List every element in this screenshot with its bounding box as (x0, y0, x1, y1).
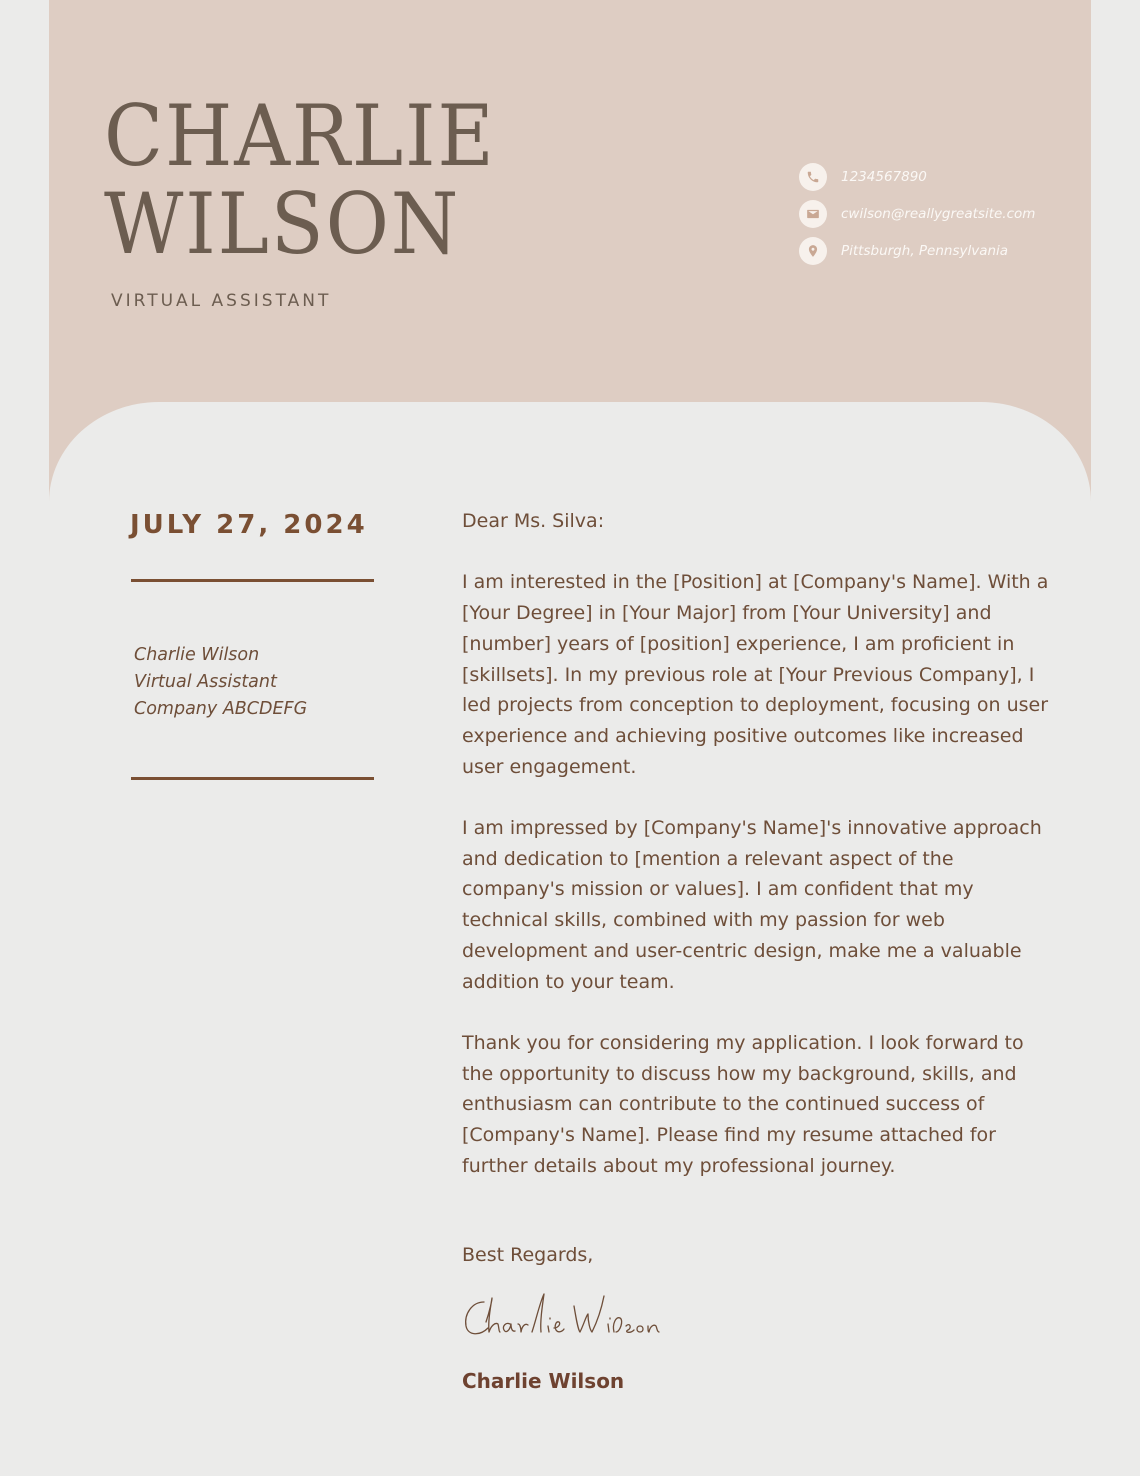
contact-phone (799, 162, 1035, 192)
paragraph-1: I am interested in the [Position] at [Company's Name]. With a [Your Degree] in [Your Major] from [Your University] and [number] years of [position] experience, I am proficient in [skillsets]. In my previous role at [Your Previous Company], I led projects from conception to deployment, focusing on user experience and achieving positive outcomes like increased user engagement. (462, 571, 1049, 778)
contact-email (799, 199, 1035, 229)
contact-location-text: Pittsburgh, Pennsylvania (841, 243, 1009, 259)
location-icon (799, 237, 827, 265)
contact-phone-text: 1234567890 (841, 169, 927, 185)
sender-block (134, 642, 307, 723)
letter-date: JULY 27, 2024 (130, 510, 368, 540)
first-name: CHARLIE (104, 87, 496, 185)
divider-top (131, 579, 374, 582)
sender-title: Virtual Assistant (134, 672, 277, 692)
signed-name: Charlie Wilson (462, 1369, 625, 1393)
email-icon (799, 200, 827, 228)
applicant-name (104, 87, 496, 273)
divider-bottom (131, 777, 374, 780)
contact-list (799, 162, 1035, 273)
job-title: VIRTUAL ASSISTANT (111, 291, 332, 311)
paragraph-3: Thank you for considering my application. I look forward to the opportunity to discuss how my background, skills, and enthusiasm can contribute to the continued success of [Company's Name]. Please find my resume attached for further details about my professional journey. (462, 1031, 1024, 1177)
signature-text: Charlie Wilson (462, 1346, 470, 1347)
contact-location (799, 236, 1035, 266)
phone-icon (799, 163, 827, 191)
sender-company: Company ABCDEFG (134, 699, 308, 719)
last-name: WILSON (104, 175, 461, 273)
cover-letter-page (49, 0, 1091, 1476)
salutation: Dear Ms. Silva: (462, 510, 605, 532)
closing: Best Regards, (462, 1244, 594, 1266)
paragraph-2: I am impressed by [Company's Name]'s innovative approach and dedication to [mention a relevant aspect of the company's mission or values]. I am confident that my technical skills, combined with my passion for web development and user-centric design, make me a valuable addition to your team. (462, 817, 1042, 993)
handwritten-signature (462, 1288, 672, 1348)
sender-name: Charlie Wilson (134, 645, 260, 665)
contact-email-text: cwilson@reallygreatsite.com (841, 206, 1036, 222)
letter-body (462, 506, 1052, 1212)
